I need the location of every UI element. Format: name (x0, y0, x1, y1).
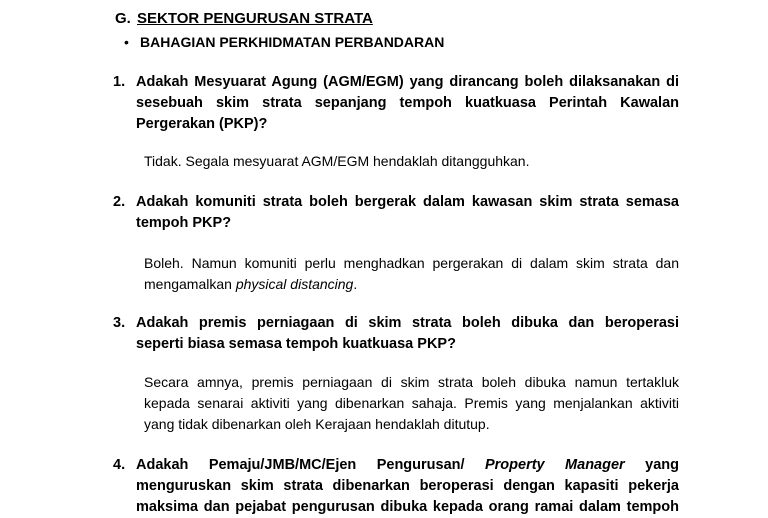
answer-3 (144, 372, 679, 435)
question-line: tempoh PKP? (136, 215, 232, 231)
bullet-icon: • (124, 34, 129, 50)
answer-text: mengamalkan (144, 276, 236, 292)
question-number: 2. (113, 194, 126, 210)
section-heading (115, 10, 373, 27)
section-letter: G. (115, 10, 131, 27)
question-text: Adakah Pemaju/JMB/MC/Ejen Pengurusan/ (136, 457, 485, 473)
answer-line: Tidak. Segala mesyuarat AGM/EGM hendaklah ditangguhkan. (144, 153, 530, 169)
question-line: Adakah komuniti strata boleh bergerak dalam kawasan skim strata semasa (136, 194, 679, 210)
question-number: 4. (113, 457, 126, 473)
answer-line: Boleh. Namun komuniti perlu menghadkan pergerakan di dalam skim strata dan (144, 255, 679, 271)
answer-2 (144, 253, 679, 295)
question-2 (113, 192, 679, 234)
question-line: Adakah Mesyuarat Agung (AGM/EGM) yang dirancang boleh dilaksanakan di (136, 74, 679, 90)
question-number: 1. (113, 74, 126, 90)
question-line: seperti biasa semasa tempoh kuatkuasa PKP? (136, 336, 456, 352)
question-number: 3. (113, 315, 126, 331)
answer-line: Secara amnya, premis perniagaan di skim strata boleh dibuka namun tertakluk (144, 374, 679, 390)
question-line: menguruskan skim strata dibenarkan beroperasi dengan kapasiti pekerja (136, 478, 679, 494)
section-title: SEKTOR PENGURUSAN STRATA (137, 10, 373, 27)
answer-line: yang tidak dibenarkan oleh Kerajaan hendaklah ditutup. (144, 416, 490, 432)
answer-1 (144, 151, 679, 172)
question-4 (113, 455, 679, 518)
answer-text: . (353, 276, 358, 292)
answer-line (144, 274, 679, 295)
subsection-heading (124, 34, 444, 50)
subsection-title: BAHAGIAN PERKHIDMATAN PERBANDARAN (140, 34, 445, 50)
answer-italic-term: physical distancing (235, 276, 354, 292)
answer-line: kepada senarai aktiviti yang dibenarkan sahaja. Premis yang menjalankan aktiviti (144, 395, 679, 411)
question-italic-term: Property Manager (484, 457, 625, 473)
question-3 (113, 313, 679, 355)
question-line: sesebuah skim strata sepanjang tempoh kuatkuasa Perintah Kawalan (136, 95, 679, 111)
question-text: yang (624, 457, 679, 473)
question-line: Pergerakan (PKP)? (136, 116, 268, 132)
question-1 (113, 72, 679, 135)
question-line: Adakah premis perniagaan di skim strata boleh dibuka dan beroperasi (136, 315, 679, 331)
question-line (136, 455, 679, 476)
question-line: maksima dan pejabat pengurusan dibuka kepada orang ramai dalam tempoh (136, 499, 679, 515)
